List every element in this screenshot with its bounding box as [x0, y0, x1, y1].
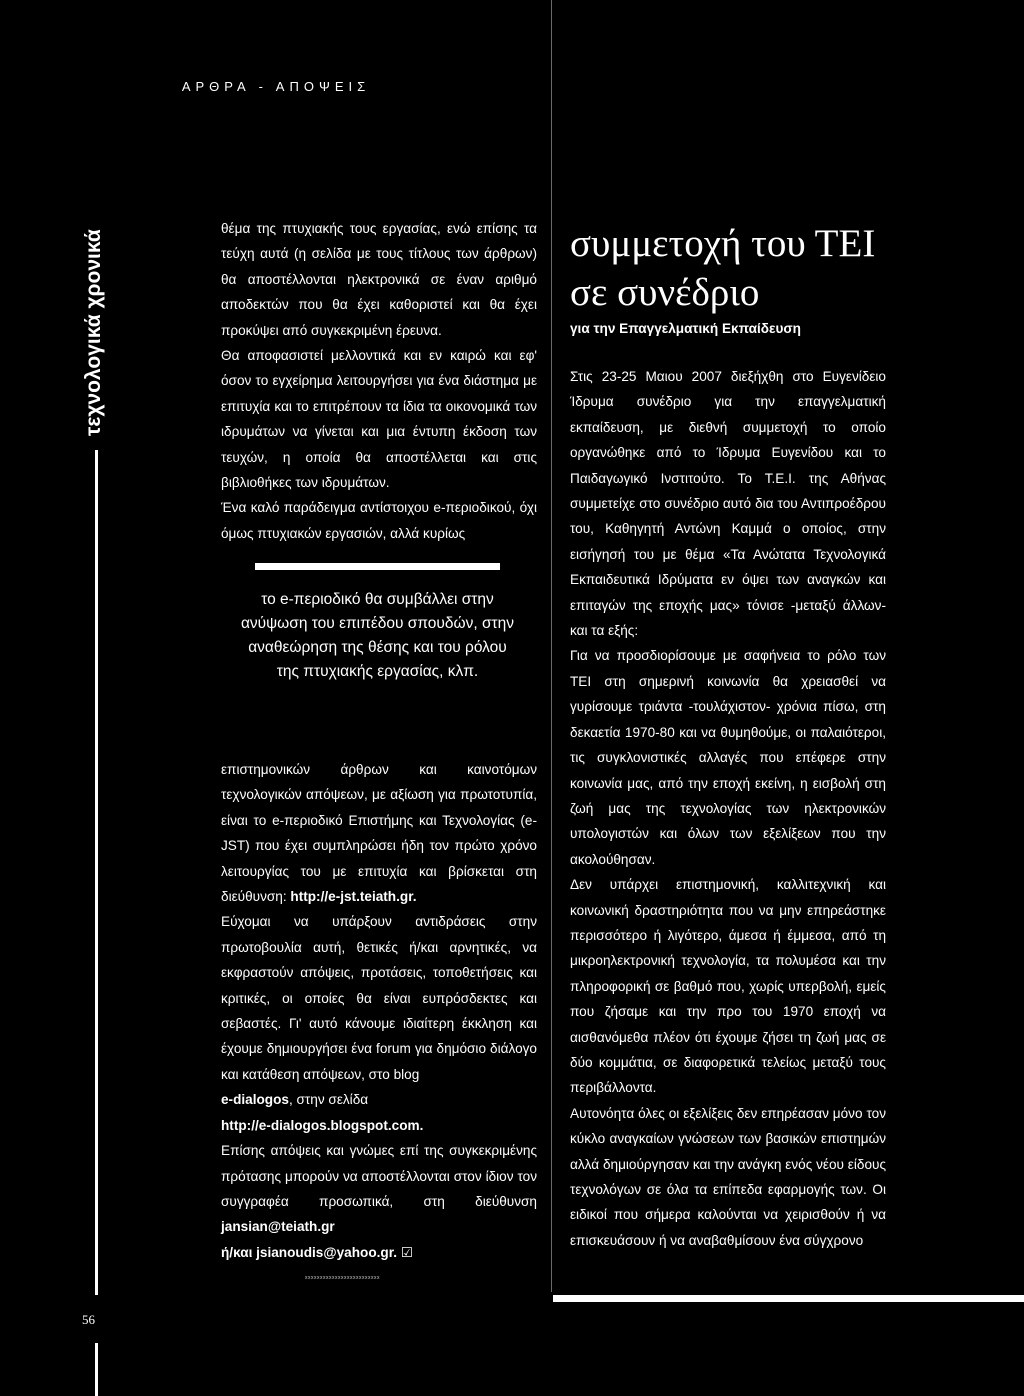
paragraph [221, 757, 537, 909]
right-column [570, 364, 886, 1253]
blog-name: e-dialogos [221, 1092, 289, 1108]
paragraph: Δεν υπάρχει επιστημονική, καλλιτεχνική και κοινωνική δραστηριότητα που να μην επηρεάστηκε περισσότερο ή λιγότερο, άμεσα ή έμμεσα, από τη μικροηλεκτρονική τεχνολογία, τα πολυμέσα και την πληροφορική σε βαθμό που, χωρίς υπερβολή, εμείς που ζήσαμε και την προ του 1970 εποχή να αισθανόμεθα πλέον ότι έχουμε ζήσει τη ζωή μας σε δύο κομμάτια, σε διαφορετικά τελείως μεταξύ τους περιβάλλοντα. [570, 877, 886, 1096]
article-title: συμμετοχή του ΤΕΙ σε συνέδριο [570, 222, 876, 314]
email-link-2[interactable]: jsianoudis@yahoo.gr. [256, 1244, 398, 1260]
end-checkbox-icon: ☑ [400, 1244, 414, 1260]
left-column-top [221, 216, 537, 546]
paragraph: Θα αποφασιστεί μελλοντικά και εν καιρώ και εφ' όσον το εγχείρημα λειτουργήσει για ένα διάστημα με επιτυχία και το επιτρέπουν τα ίδια τα οικονομικά των ιδρυμάτων να γίνεται και μια έντυπη έκδοση των τευχών, η οποία θα αποστέλλεται και στις βιβλιοθήκες των ιδρυμάτων. [221, 348, 537, 491]
page-number: 56 [82, 1312, 95, 1327]
sidebar-title: τεχνολογικά χρονικά [82, 229, 105, 436]
email-link-1[interactable]: jansian@teiath.gr [221, 1219, 335, 1235]
pull-quote-bar [255, 563, 500, 570]
bottom-rule [553, 1295, 1024, 1302]
paragraph: θέμα της πτυχιακής τους εργασίας, ενώ επίσης τα τεύχη αυτά (η σελίδα με τους τίτλους των άρθρων) θα αποστέλλονται ηλεκτρονικά σε έναν αριθμό αποδεκτών που θα έχει καθοριστεί και θα έχει προκύψει από συγκεκριμένη έρευνα. [221, 221, 537, 338]
paragraph-text: Εύχομαι να υπάρξουν αντιδράσεις στην πρωτοβουλία αυτή, θετικές ή/και αρνητικές, να εκφραστούν απόψεις, προτάσεις, τοποθετήσεις και κριτικές, οι οποίες θα είναι ευπρόσδεκτες και σεβαστές. Γι' αυτό κάνουμε ιδιαίτερη έκκληση και έχουμε δημιουργήσει ένα forum για δημόσιο διάλογο και κατάθεση απόψεων, στο blog [221, 914, 537, 1082]
pull-quote: το e-περιοδικό θα συμβάλλει στην ανύψωση του επιπέδου σπουδών, στην αναθεώρηση της θέσης και του ρόλου της πτυχιακής εργασίας, κλπ. [240, 591, 515, 680]
column-divider [551, 0, 552, 1292]
sidebar-rule [95, 450, 98, 1295]
paragraph [221, 909, 537, 1138]
ejst-link[interactable]: http://e-jst.teiath.gr. [290, 889, 417, 905]
or-label: ή/και [221, 1244, 253, 1260]
end-mark: xxxxxxxxxxxxxxxxxxxxxxxxx [305, 1275, 380, 1281]
paragraph-text: επιστημονικών άρθρων και καινοτόμων τεχνολογικών απόψεων, με αξίωση για πρωτοτυπία, είναι το e-περιοδικό Επιστήμης και Τεχνολογίας (e-JST) που έχει συμπληρώσει ήδη τον πρώτο χρόνο λειτουργίας του με επιτυχία και βρίσκεται στη διεύθυνση: [221, 762, 537, 905]
section-label: ΑΡΘΡΑ - ΑΠΟΨΕΙΣ [181, 79, 371, 94]
paragraph-text: Επίσης απόψεις και γνώμες επί της συγκεκριμένης πρότασης μπορούν να αποστέλλονται στον ίδιον τον συγγραφέα προσωπικά, στη διεύθυνση [221, 1143, 537, 1209]
paragraph: Για να προσδιορίσουμε με σαφήνεια το ρόλο των ΤΕΙ στη σημερινή κοινωνία θα χρειασθεί να γυρίσουμε τριάντα -τουλάχιστον- χρόνια πίσω, στη δεκαετία 1970-80 και να θυμηθούμε, οι παλαιότεροι, τις συγκλονιστικές αλλαγές που επέφερε στην κοινωνία μας, από την εποχή εκείνη, η εισβολή στη ζωή μας της τεχνολογίας των ηλεκτρονικών υπολογιστών και όλων των εξελίξεων που την ακολούθησαν. [570, 648, 886, 867]
paragraph: Στις 23-25 Μαιου 2007 διεξήχθη στο Ευγενίδειο Ίδρυμα συνέδριο για την επαγγελματική εκπαίδευση, με διεθνή συμμετοχή το οποίο οργανώθηκε από το Ίδρυμα Ευγενίδου και το Παιδαγωγικό Ινστιτούτο. Το Τ.Ε.Ι. της Αθήνας συμμετείχε στο συνέδριο αυτό δια του Αντιπροέδρου του, Καθηγητή Αντώνη Καμμά ο οποίος, στην εισήγησή του με θέμα «Τα Ανώτατα Τεχνολογικά Εκπαιδευτικά Ιδρύματα εν όψει των αναγκών και επιταγών της εποχής μας» τόνισε -μεταξύ άλλων- και τα εξής: [570, 369, 886, 639]
paragraph [221, 1138, 537, 1265]
paragraph: Αυτονόητα όλες οι εξελίξεις δεν επηρέασαν μόνο τον κύκλο αναγκαίων γνώσεων των βασικών επιστημών αλλά δημιούργησαν και την ανάγκη ενός νέου είδους τεχνολόγων σε όλα τα επίπεδα εφαρμογής των. Οι ειδικοί που σήμερα καλούνται να χειρισθούν ή να επισκευάσουν ή να αναβαθμίσουν ένα σύγχρονο [570, 1105, 886, 1248]
sidebar-title-container [82, 196, 108, 436]
article-subtitle: για την Επαγγελματική Εκπαίδευση [570, 321, 801, 336]
sidebar-rule-bottom [95, 1343, 98, 1396]
paragraph-text: , στην σελίδα [288, 1092, 369, 1108]
paragraph: Ένα καλό παράδειγμα αντίστοιχου e-περιοδικού, όχι όμως πτυχιακών εργασιών, αλλά κυρίως [221, 500, 537, 541]
blog-link[interactable]: http://e-dialogos.blogspot.com. [221, 1117, 424, 1133]
left-column-bottom [221, 757, 537, 1265]
